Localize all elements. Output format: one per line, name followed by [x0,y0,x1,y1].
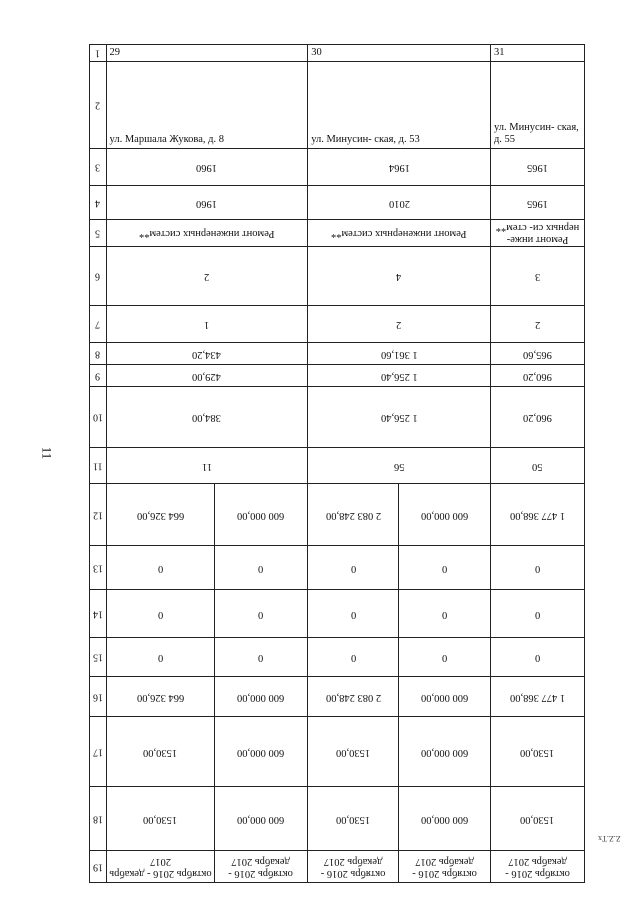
cell-col-5 [308,220,491,247]
cell-col-7 [490,306,584,343]
cell-value: 4 [396,271,402,283]
table-line-col-3 [90,149,585,186]
cell-col-17 [490,717,584,787]
cell-value: 664 326,00 [136,509,184,521]
cell-col-4 [490,186,584,220]
cell-col-19 [399,851,491,883]
column-number-label: 3 [95,161,101,173]
cell-col-11 [490,448,584,484]
cell-col-11 [308,448,491,484]
table-line-col-19 [90,851,585,883]
column-number [90,851,107,883]
cell-value: 0 [442,562,448,574]
cell-value: октябрь 2016 - декабрь 2017 [505,855,570,879]
footer-mark: Z.Z.Tx [598,834,621,843]
cell-col-17 [106,717,214,787]
cell-col-13 [106,546,214,590]
cell-value: 384,00 [192,412,222,424]
table-line-col-15 [90,638,585,677]
column-number [90,638,107,677]
cell-value: 600 000,00 [421,746,469,758]
cell-col-5 [490,220,584,247]
column-number-label: 17 [92,746,103,758]
cell-col-12 [399,484,491,546]
cell-value: 600 000,00 [237,813,285,825]
cell-col-19 [214,851,307,883]
cell-col-17 [214,717,307,787]
cell-value: 1 256,40 [380,412,418,424]
cell-value: 960,20 [523,370,552,382]
cell-value: 2 083 248,00 [325,509,381,521]
address-text: ул. Маршала Жукова, д. 8 [109,134,224,145]
cell-col-18 [399,787,491,851]
cell-col-12 [106,484,214,546]
column-number [90,484,107,546]
column-number [90,186,107,220]
cell-value: 1530,00 [143,813,178,825]
column-number [90,45,107,62]
cell-col-19 [490,851,584,883]
cell-value: 965,60 [523,348,552,360]
table-line-col-6 [90,247,585,306]
column-number [90,220,107,247]
cell-value: 0 [258,652,264,664]
cell-col-15 [106,638,214,677]
cell-value: 664 326,00 [136,691,184,703]
column-number [90,677,107,717]
cell-value: 1 477 368,00 [509,691,566,703]
cell-value: 0 [534,562,541,574]
cell-col-15 [214,638,307,677]
cell-col-12 [308,484,399,546]
cell-value: 429,00 [192,370,222,382]
cell-col-16 [490,677,584,717]
cell-value: 0 [442,608,448,620]
column-number-label: 12 [92,509,103,521]
cell-col-3 [106,149,308,186]
column-number-label: 8 [95,348,101,360]
cell-value: 0 [258,608,264,620]
row-number: 31 [493,47,505,58]
cell-col-19 [106,851,214,883]
cell-col-13 [399,546,491,590]
cell-value: 0 [258,562,264,574]
column-number-label: 1 [95,47,101,59]
column-number [90,247,107,306]
column-number-label: 18 [92,813,103,825]
cell-value: 50 [532,460,543,472]
column-number [90,590,107,638]
cell-col-13 [214,546,307,590]
cell-value: 0 [534,652,541,664]
cell-col-15 [399,638,491,677]
cell-value: 434,20 [192,348,222,360]
cell-value: 1530,00 [336,746,371,758]
cell-col-14 [308,590,399,638]
cell-value: 600 000,00 [237,509,285,521]
cell-col-14 [214,590,307,638]
cell-col-7 [308,306,491,343]
cell-value: Ремонт инженерных систем** [331,228,467,240]
cell-value: 0 [157,562,163,574]
cell-col-16 [106,677,214,717]
cell-col-18 [490,787,584,851]
table-line-col-5 [90,220,585,247]
cell-value: 960,20 [523,412,552,424]
cell-col-19 [308,851,399,883]
table-line-col-7 [90,306,585,343]
cell-col-14 [399,590,491,638]
table-line-col-9 [90,365,585,387]
cell-value: октябрь 2016 - декабрь 2017 [320,855,386,879]
column-number-label: 10 [92,411,103,423]
cell-value: 600 000,00 [421,813,469,825]
column-number-label: 11 [92,460,103,472]
column-number-label: 16 [92,691,103,703]
column-number-label: 7 [95,318,101,330]
row-number-cell [490,45,584,62]
table-line-col-11 [90,448,585,484]
cell-col-16 [308,677,399,717]
cell-col-16 [214,677,307,717]
column-number-label: 9 [95,370,101,382]
cell-col-16 [399,677,491,717]
cell-col-8 [490,343,584,365]
cell-value: 2 [204,271,210,283]
cell-value: 1530,00 [143,746,178,758]
cell-col-18 [106,787,214,851]
cell-col-13 [490,546,584,590]
cell-value: 1 256,40 [380,370,418,382]
cell-col-8 [308,343,491,365]
cell-col-3 [308,149,491,186]
cell-value: 600 000,00 [237,746,285,758]
cell-col-15 [308,638,399,677]
address-text: ул. Минусин- ская, д. 55 [493,121,579,145]
column-number [90,62,107,149]
table-line-col-8 [90,343,585,365]
cell-value: 3 [534,271,541,283]
cell-value: 1960 [196,162,218,174]
cell-col-17 [308,717,399,787]
cell-value: 1530,00 [336,813,371,825]
cell-value: Ремонт инже- нерных си- стем** [495,222,580,246]
cell-value: 0 [442,652,448,664]
cell-col-12 [490,484,584,546]
cell-value: октябрь 2016 - декабрь 2017 [228,855,294,879]
cell-col-18 [308,787,399,851]
cell-value: 0 [157,652,163,664]
cell-col-3 [490,149,584,186]
address-cell [308,62,491,149]
cell-value: 0 [350,652,356,664]
cell-col-9 [308,365,491,387]
column-number-label: 15 [92,651,103,663]
cell-col-15 [490,638,584,677]
cell-value: 1965 [526,197,548,209]
cell-col-4 [106,186,308,220]
table-line-col-16 [90,677,585,717]
table-line-col-14 [90,590,585,638]
cell-col-18 [214,787,307,851]
column-number [90,546,107,590]
table-line-col-2 [90,62,585,149]
cell-col-14 [490,590,584,638]
table-grid [89,44,585,883]
page-number: 11 [39,446,55,460]
cell-value: 0 [350,562,356,574]
cell-value: 2 [396,319,402,331]
cell-col-6 [308,247,491,306]
cell-col-4 [308,186,491,220]
cell-value: 0 [157,608,163,620]
cell-col-13 [308,546,399,590]
cell-value: октябрь 2016 - декабрь 2017 [109,855,212,879]
table-line-col-12 [90,484,585,546]
address-cell [106,62,308,149]
cell-value: 2 083 248,00 [325,691,381,703]
cell-value: 600 000,00 [237,691,285,703]
column-number-label: 19 [92,861,103,873]
column-number-label: 6 [95,270,101,282]
cell-value: 0 [350,608,356,620]
cell-value: 2010 [388,197,410,209]
row-number-cell [106,45,308,62]
column-number [90,387,107,448]
column-number [90,787,107,851]
cell-value: 1 [204,319,210,331]
cell-value: 1964 [388,162,410,174]
capital-repair-table [89,44,585,879]
cell-col-6 [106,247,308,306]
cell-col-14 [106,590,214,638]
cell-col-6 [490,247,584,306]
column-number [90,149,107,186]
column-number-label: 14 [92,608,103,620]
cell-value: 1960 [196,197,218,209]
column-number [90,343,107,365]
cell-col-17 [399,717,491,787]
cell-col-10 [490,387,584,448]
cell-col-5 [106,220,308,247]
cell-col-8 [106,343,308,365]
cell-value: 56 [393,460,405,472]
cell-value: 1530,00 [520,746,555,758]
cell-value: 1530,00 [520,813,555,825]
column-number-label: 2 [95,99,101,111]
cell-value: 600 000,00 [421,691,469,703]
cell-value: 600 000,00 [421,509,469,521]
cell-value: 2 [534,319,541,331]
address-cell [490,62,584,149]
cell-col-9 [490,365,584,387]
table-line-col-18 [90,787,585,851]
column-number-label: 5 [95,227,101,239]
row-number: 30 [311,47,322,58]
row-number: 29 [109,47,121,58]
cell-col-10 [308,387,491,448]
cell-value: 0 [534,608,541,620]
cell-value: Ремонт инженерных систем** [139,228,275,240]
column-number [90,448,107,484]
cell-col-7 [106,306,308,343]
cell-value: 1 361,60 [380,348,418,360]
table-line-col-17 [90,717,585,787]
cell-col-11 [106,448,308,484]
table-line-col-13 [90,546,585,590]
table-line-col-4 [90,186,585,220]
cell-value: октябрь 2016 - декабрь 2017 [412,855,477,879]
cell-value: 1965 [526,162,548,174]
cell-col-9 [106,365,308,387]
column-number [90,365,107,387]
cell-col-10 [106,387,308,448]
cell-value: 11 [201,460,212,472]
address-text: ул. Минусин- ская, д. 53 [311,134,420,145]
column-number [90,717,107,787]
cell-value: 1 477 368,00 [509,509,566,521]
table-line-col-10 [90,387,585,448]
row-number-cell [308,45,491,62]
column-number-label: 13 [92,562,103,574]
cell-col-12 [214,484,307,546]
table-line-col-1 [90,45,585,62]
column-number [90,306,107,343]
column-number-label: 4 [95,197,101,209]
